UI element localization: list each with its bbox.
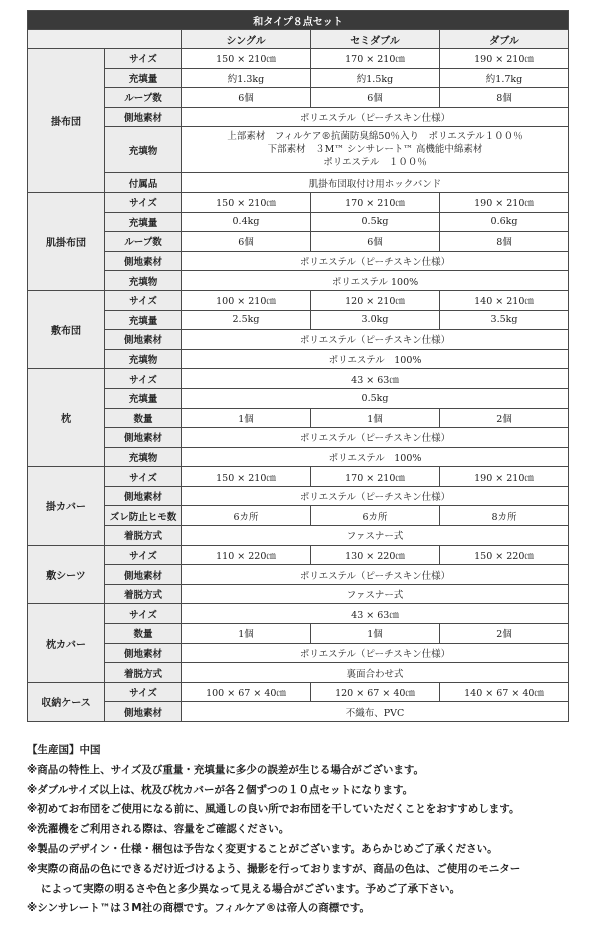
value-line: 上部素材 フィルケア®抗菌防臭綿50％入り ポリエステル１００％	[227, 131, 523, 143]
value-cell: 100 × 210㎝	[182, 290, 311, 310]
table-row	[28, 545, 569, 565]
value-cell: 0.4kg	[182, 212, 311, 232]
table-row	[28, 526, 569, 546]
value-cell-merged: ポリエステル（ピーチスキン仕様）	[182, 428, 569, 448]
row-label-cell: 側地素材	[105, 107, 182, 127]
value-cell-merged: 不織布、PVC	[182, 702, 569, 722]
value-cell: 6カ所	[311, 506, 440, 526]
value-cell: 190 × 210㎝	[440, 192, 569, 212]
category-cell: 収納ケース	[28, 682, 105, 721]
value-line: 下部素材 ３M™ シンサレート™ 高機能中綿素材	[267, 144, 483, 156]
row-label-cell: サイズ	[105, 682, 182, 702]
column-header-row	[28, 30, 569, 49]
value-cell-merged: ポリエステル 100%	[182, 271, 569, 291]
table-row	[28, 49, 569, 69]
row-label-cell: 側地素材	[105, 428, 182, 448]
note-line: ※ダブルサイズ以上は、枕及び枕カバーが各２個ずつの１０点セットになります。	[27, 783, 414, 796]
row-label-cell: 側地素材	[105, 251, 182, 271]
row-label-cell: 側地素材	[105, 643, 182, 663]
row-label-cell: サイズ	[105, 604, 182, 624]
table-row	[28, 192, 569, 212]
value-cell-merged: ポリエステル（ピーチスキン仕様）	[182, 565, 569, 585]
table-row	[28, 271, 569, 291]
value-cell: 140 × 67 × 40㎝	[440, 682, 569, 702]
row-label-cell: 数量	[105, 624, 182, 644]
value-cell-merged: ポリエステル（ピーチスキン仕様）	[182, 251, 569, 271]
table-row	[28, 565, 569, 585]
value-cell: 約1.7kg	[440, 68, 569, 88]
table-row	[28, 447, 569, 467]
row-label-cell: ループ数	[105, 88, 182, 108]
note-line: ※実際の商品の色にできるだけ近づけるよう、撮影を行っておりますが、商品の色は、ご使用のモニター	[27, 862, 521, 875]
value-cell: 2個	[440, 624, 569, 644]
table-row	[28, 604, 569, 624]
row-label-cell: ループ数	[105, 232, 182, 252]
value-cell: 150 × 210㎝	[182, 49, 311, 69]
row-label-cell: 側地素材	[105, 486, 182, 506]
value-cell-merged: ファスナー式	[182, 526, 569, 546]
value-cell: 2個	[440, 408, 569, 428]
table-row	[28, 251, 569, 271]
column-header-single: シングル	[182, 30, 311, 49]
category-cell: 枕	[28, 369, 105, 467]
row-label-cell: 充填量	[105, 310, 182, 330]
value-cell: 1個	[182, 624, 311, 644]
table-row	[28, 232, 569, 252]
table-row	[28, 624, 569, 644]
row-label-cell: 充填物	[105, 349, 182, 369]
value-cell: 6個	[182, 232, 311, 252]
table-row	[28, 290, 569, 310]
category-cell: 肌掛布団	[28, 192, 105, 290]
table-row	[28, 212, 569, 232]
value-cell: 3.0kg	[311, 310, 440, 330]
value-cell-merged: 43 × 63㎝	[182, 369, 569, 389]
value-cell: 約1.5kg	[311, 68, 440, 88]
value-cell-merged: ファスナー式	[182, 584, 569, 604]
category-cell: 枕カバー	[28, 604, 105, 682]
value-cell-merged: 肌掛布団取付け用ホックバンド	[182, 173, 569, 193]
value-cell-merged: 裏面合わせ式	[182, 663, 569, 683]
value-cell-merged: ポリエステル 100%	[182, 447, 569, 467]
table-row	[28, 408, 569, 428]
value-cell-merged: ポリエステル 100%	[182, 349, 569, 369]
row-label-cell: 着脱方式	[105, 663, 182, 683]
value-cell: 6個	[311, 232, 440, 252]
value-cell: 190 × 210㎝	[440, 49, 569, 69]
origin-note: 【生産国】中国	[27, 744, 101, 756]
value-cell: 120 × 210㎝	[311, 290, 440, 310]
note-line: ※製品のデザイン・仕様・梱包は予告なく変更することがございます。あらかじめご了承ください。	[27, 842, 498, 855]
value-cell: 6個	[311, 88, 440, 108]
value-cell: 150 × 220㎝	[440, 545, 569, 565]
row-label-cell: 着脱方式	[105, 584, 182, 604]
value-cell: 1個	[311, 624, 440, 644]
table-row	[28, 173, 569, 193]
table-title: 和タイプ８点セット	[28, 11, 569, 30]
value-cell-merged: ポリエステル（ピーチスキン仕様）	[182, 486, 569, 506]
value-cell: 1個	[182, 408, 311, 428]
note-line: ※シンサレート™は３M社の商標です。フィルケア®は帝人の商標です。	[27, 902, 370, 915]
table-row	[28, 643, 569, 663]
table-row	[28, 88, 569, 108]
column-header-double: ダブル	[440, 30, 569, 49]
row-label-cell: サイズ	[105, 369, 182, 389]
row-label-cell: 側地素材	[105, 330, 182, 350]
value-cell: 170 × 210㎝	[311, 192, 440, 212]
value-cell: 170 × 210㎝	[311, 49, 440, 69]
row-label-cell: 充填物	[105, 447, 182, 467]
row-label-cell: 側地素材	[105, 702, 182, 722]
table-row	[28, 428, 569, 448]
table-row	[28, 107, 569, 127]
value-cell: 8個	[440, 88, 569, 108]
spec-table	[27, 10, 569, 722]
value-cell-merged: ポリエステル（ピーチスキン仕様）	[182, 643, 569, 663]
row-label-cell: サイズ	[105, 467, 182, 487]
table-row	[28, 467, 569, 487]
row-label-cell: 付属品	[105, 173, 182, 193]
table-row	[28, 663, 569, 683]
value-cell-merged: ポリエステル（ピーチスキン仕様）	[182, 107, 569, 127]
note-line: によって実際の明るさや色と多少異なって見える場合がございます。予めご了承下さい。	[41, 882, 461, 895]
table-title-row	[28, 11, 569, 30]
row-label-cell: 充填量	[105, 388, 182, 408]
value-cell: 6カ所	[182, 506, 311, 526]
row-label-cell: 側地素材	[105, 565, 182, 585]
value-line: ポリエステル １００％	[323, 157, 427, 169]
category-cell: 敷布団	[28, 290, 105, 368]
row-label-cell: サイズ	[105, 290, 182, 310]
value-cell-merged: ポリエステル（ピーチスキン仕様）	[182, 330, 569, 350]
corner-cell	[28, 30, 182, 49]
table-row	[28, 310, 569, 330]
note-line: ※洗濯機をご利用される際は、容量をご確認ください。	[27, 823, 290, 836]
table-row	[28, 682, 569, 702]
row-label-cell: 充填量	[105, 68, 182, 88]
value-cell: 170 × 210㎝	[311, 467, 440, 487]
value-cell: 8個	[440, 232, 569, 252]
table-row	[28, 369, 569, 389]
table-row	[28, 584, 569, 604]
row-label-cell: サイズ	[105, 49, 182, 69]
table-row	[28, 506, 569, 526]
value-cell: 120 × 67 × 40㎝	[311, 682, 440, 702]
row-label-cell: 充填物	[105, 127, 182, 173]
table-row	[28, 330, 569, 350]
note-line: ※初めてお布団をご使用になる前に、風通しの良い所でお布団を干していただくことをおすすめします。	[27, 803, 520, 816]
spec-body	[28, 49, 569, 722]
value-cell: 0.6kg	[440, 212, 569, 232]
value-cell: 3.5kg	[440, 310, 569, 330]
value-cell-merged: 43 × 63㎝	[182, 604, 569, 624]
table-row	[28, 486, 569, 506]
value-cell: 6個	[182, 88, 311, 108]
value-cell-multiline	[182, 127, 569, 173]
note-line: ※商品の特性上、サイズ及び重量・充填量に多少の誤差が生じる場合がございます。	[27, 763, 425, 776]
table-row	[28, 349, 569, 369]
row-label-cell: サイズ	[105, 192, 182, 212]
notes-section	[27, 741, 587, 919]
category-cell: 掛カバー	[28, 467, 105, 545]
row-label-cell: サイズ	[105, 545, 182, 565]
value-cell: 150 × 210㎝	[182, 467, 311, 487]
column-header-semi-double: セミダブル	[311, 30, 440, 49]
category-cell: 掛布団	[28, 49, 105, 193]
value-cell: 190 × 210㎝	[440, 467, 569, 487]
table-row	[28, 127, 569, 173]
value-cell: 0.5kg	[311, 212, 440, 232]
table-row	[28, 388, 569, 408]
value-cell: 140 × 210㎝	[440, 290, 569, 310]
row-label-cell: 充填量	[105, 212, 182, 232]
row-label-cell: 数量	[105, 408, 182, 428]
value-cell: 110 × 220㎝	[182, 545, 311, 565]
row-label-cell: 着脱方式	[105, 526, 182, 546]
value-cell: 約1.3kg	[182, 68, 311, 88]
row-label-cell: ズレ防止ヒモ数	[105, 506, 182, 526]
value-cell-merged: 0.5kg	[182, 388, 569, 408]
value-cell: 1個	[311, 408, 440, 428]
row-label-cell: 充填物	[105, 271, 182, 291]
value-cell: 130 × 220㎝	[311, 545, 440, 565]
value-cell: 100 × 67 × 40㎝	[182, 682, 311, 702]
category-cell: 敷シーツ	[28, 545, 105, 604]
value-cell: 2.5kg	[182, 310, 311, 330]
value-cell: 8カ所	[440, 506, 569, 526]
value-cell: 150 × 210㎝	[182, 192, 311, 212]
table-row	[28, 702, 569, 722]
table-row	[28, 68, 569, 88]
